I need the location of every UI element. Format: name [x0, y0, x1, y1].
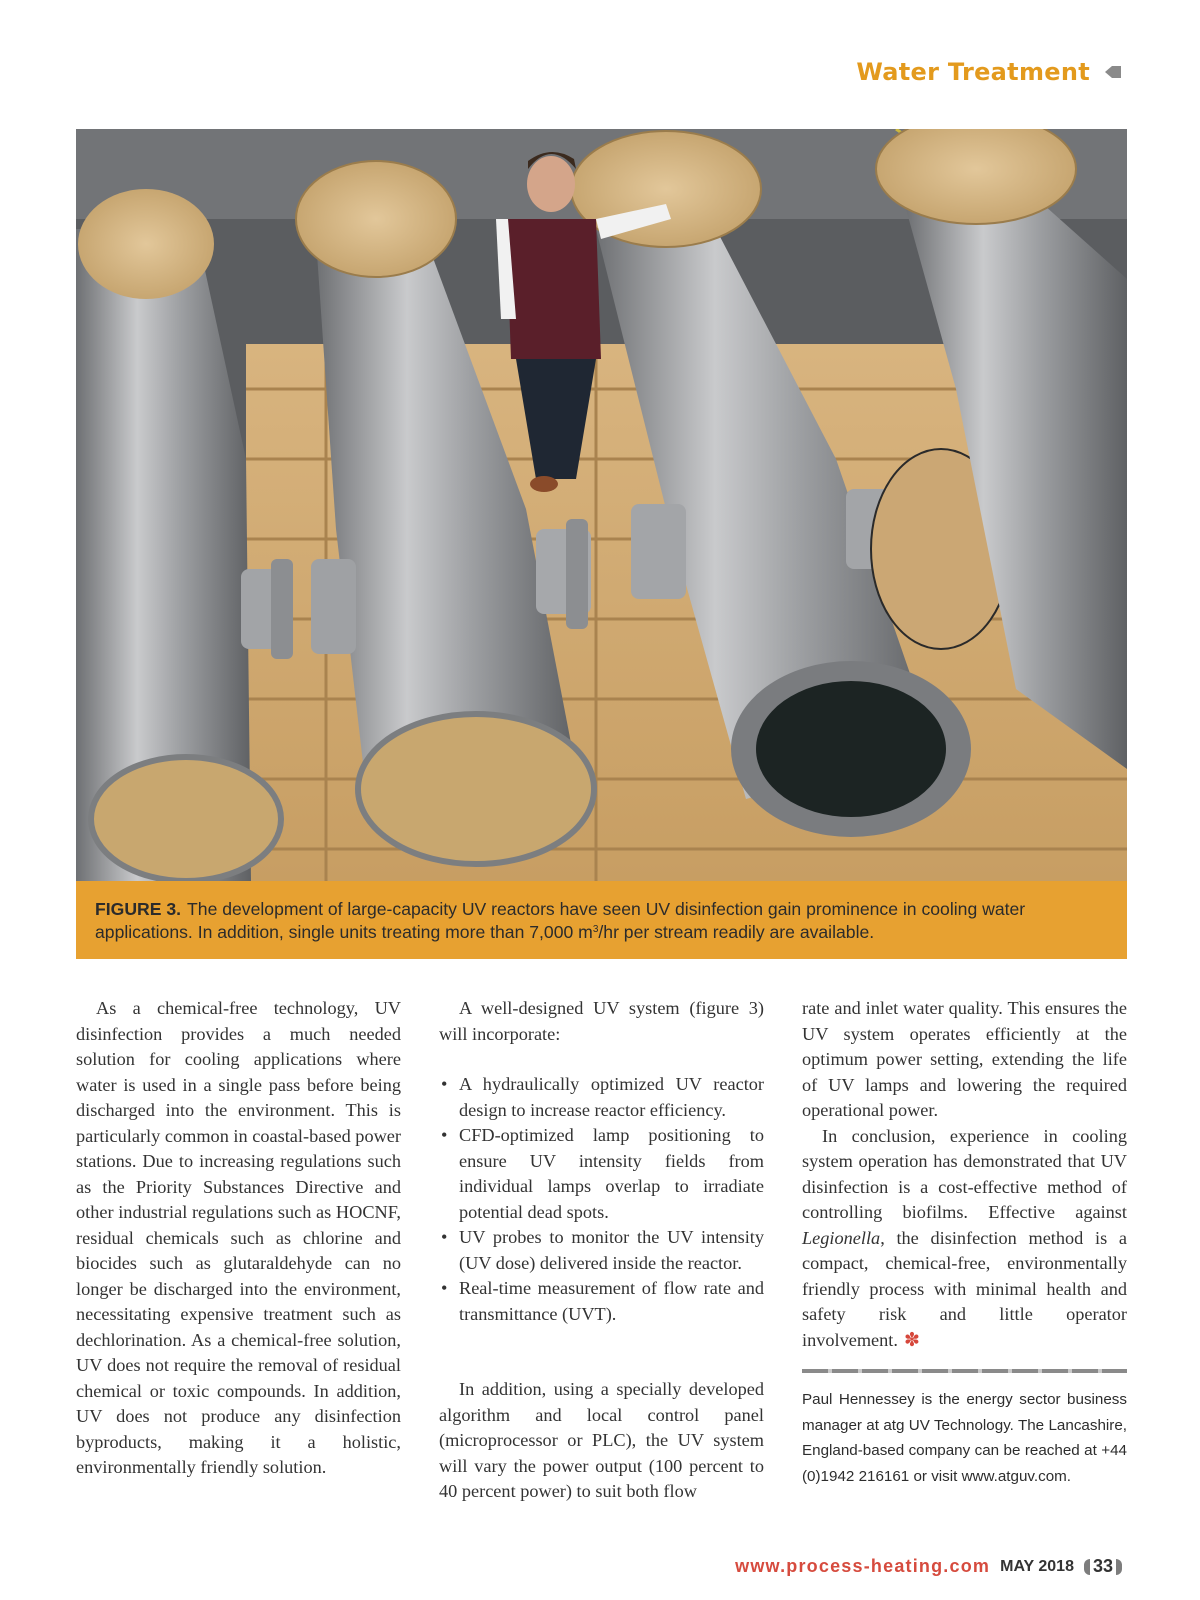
list-item: • CFD-optimized lamp positioning to ensure UV intensity fields from individual lamps overlap to irradiate potential dead spots. — [441, 1125, 764, 1222]
caption-superscript: 3 — [592, 924, 599, 935]
figure-photo — [76, 129, 1127, 881]
list-item: • A hydraulically optimized UV reactor design to increase reactor efficiency. — [441, 1074, 764, 1120]
figure-label: FIGURE 3. — [95, 899, 182, 919]
footer-url[interactable]: www.process-heating.com — [735, 1556, 991, 1576]
end-mark-icon: ✽ — [903, 1329, 920, 1351]
column3-paragraph-1: rate and inlet water quality. This ensures the UV system operates efficiently at the optimum power setting, extending the life of UV lamps and lowering the required operational power. — [802, 998, 1127, 1120]
caption-text-1: The development of large-capacity UV reactors have seen UV disinfection gain prominence in cooling water applications. In addition, single units treating more than 7,000 m — [95, 899, 1026, 942]
caption-text-2: /hr per stream readily are available. — [598, 922, 875, 942]
bullet-icon: • — [441, 1125, 448, 1145]
divider — [802, 1369, 1127, 1373]
bullet-icon: • — [441, 1278, 448, 1298]
bullet-icon: • — [441, 1227, 448, 1247]
column2-paragraph: In addition, using a specially developed algorithm and local control panel (microprocessor or PLC), the UV system will vary the power output (100 percent to 40 percent power) to suit both flow — [439, 1379, 764, 1501]
section-bullet-icon — [1104, 63, 1122, 81]
section-header — [856, 58, 1122, 86]
feature-list — [439, 1072, 764, 1327]
section-title: Water Treatment — [856, 58, 1090, 86]
column2-intro: A well-designed UV system (figure 3) will incorporate: — [439, 998, 764, 1044]
page-number-right-bracket-icon — [1116, 1559, 1122, 1575]
spacer — [439, 1047, 764, 1072]
page-number-text: 33 — [1092, 1556, 1113, 1576]
author-bio: Paul Hennessey is the energy sector business manager at atg UV Technology. The Lancashire, England-based company can be reached at +44 (0)1942 216161 or visit www.atguv.com. — [802, 1391, 1127, 1485]
article-column-2 — [439, 996, 764, 1505]
column3-paragraph-2: In conclusion, experience in cooling system operation has demonstrated that UV disinfection is a cost-effective method of controlling biofilms. Effective against Legionella, the disinfection method is a compact, chemical-free, environmentally friendly process with minimal health and safety risk and little operator involvement. ✽ — [802, 1125, 1127, 1351]
page-number-left-bracket-icon — [1084, 1559, 1090, 1575]
page-number — [1084, 1556, 1122, 1577]
list-item: • Real-time measurement of flow rate and transmittance (UVT). — [441, 1278, 764, 1324]
list-item: • UV probes to monitor the UV intensity (UV dose) delivered inside the reactor. — [441, 1227, 764, 1273]
page-footer — [735, 1556, 1122, 1577]
article-column-3 — [802, 996, 1127, 1489]
spacer — [439, 1327, 764, 1352]
footer-issue: MAY 2018 — [1000, 1557, 1074, 1575]
article-column-1 — [76, 996, 401, 1481]
uv-reactors-photo — [76, 129, 1127, 881]
italic-term: Legionella — [802, 1227, 881, 1248]
spacer — [439, 1352, 764, 1377]
column1-paragraph: As a chemical-free technology, UV disinfection provides a much needed solution for cooling applications where water is used in a single pass before being discharged into the environment. This is particularly common in coastal-based power stations. Due to increasing regulations such as the Priority Substances Directive and other industrial regulations such as HOCNF, residual chemicals such as chlorine and biocides such as glutaraldehyde can no longer be discharged into the environment, necessitating expensive treatment such as dechlorination. As a chemical-free solution, UV does not require the removal of residual chemical or toxic compounds. In addition, UV does not produce any disinfection byproducts, making it a holistic, environmentally friendly solution. — [76, 998, 401, 1477]
figure-caption — [76, 881, 1127, 959]
bullet-icon: • — [441, 1074, 448, 1094]
